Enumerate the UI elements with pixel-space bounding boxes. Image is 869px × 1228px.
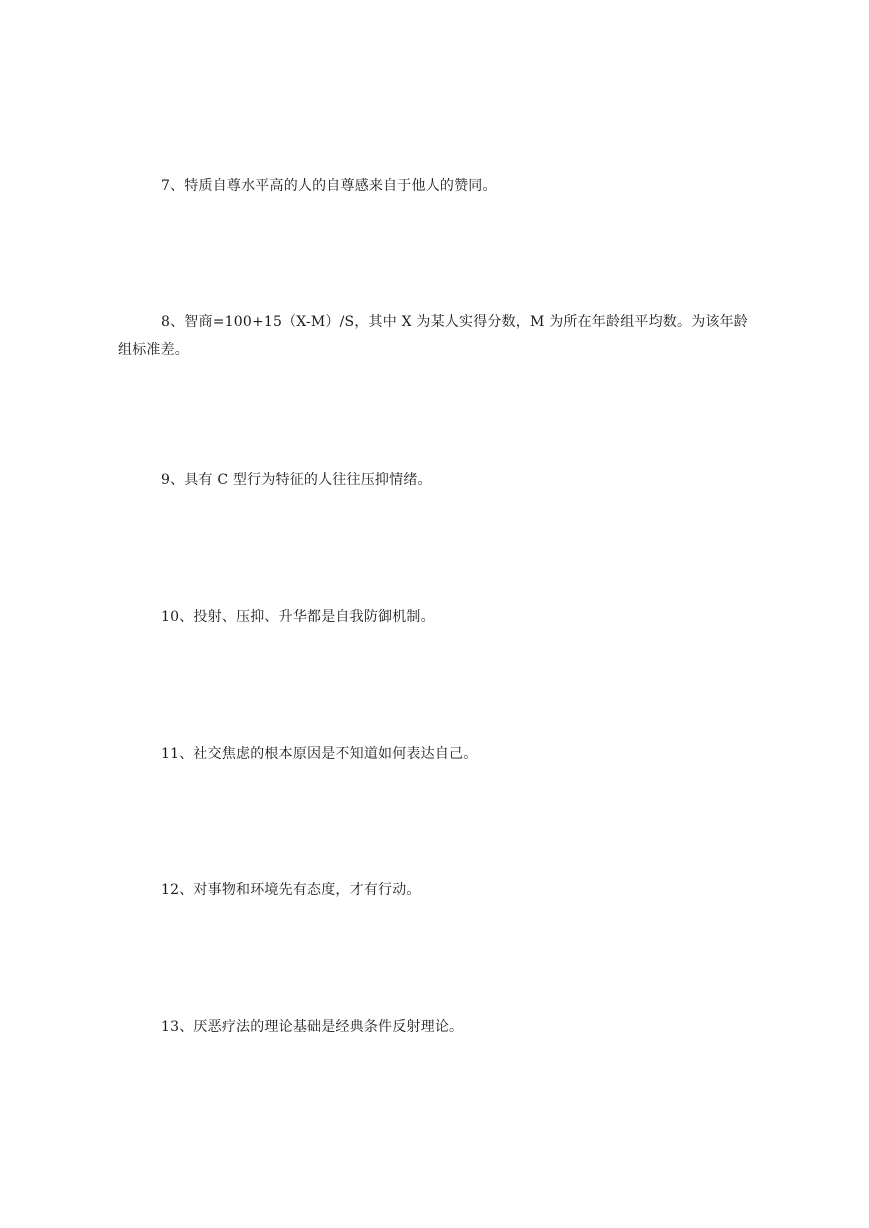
question-13: 13、厌恶疗法的理论基础是经典条件反射理论。 [161,1019,464,1035]
question-11: 11、社交焦虑的根本原因是不知道如何表达自己。 [161,746,478,762]
question-7: 7、特质自尊水平高的人的自尊感来自于他人的赞同。 [161,178,497,194]
question-8: 8、智商=100+15（X-M）/S，其中 X 为某人实得分数，M 为所在年龄组平均数。为该年龄组标准差。 [118,314,748,358]
question-12: 12、对事物和环境先有态度，才有行动。 [161,882,421,898]
question-10: 10、投射、压抑、升华都是自我防御机制。 [161,609,435,625]
question-9: 9、具有 C 型行为特征的人往往压抑情绪。 [161,472,432,488]
